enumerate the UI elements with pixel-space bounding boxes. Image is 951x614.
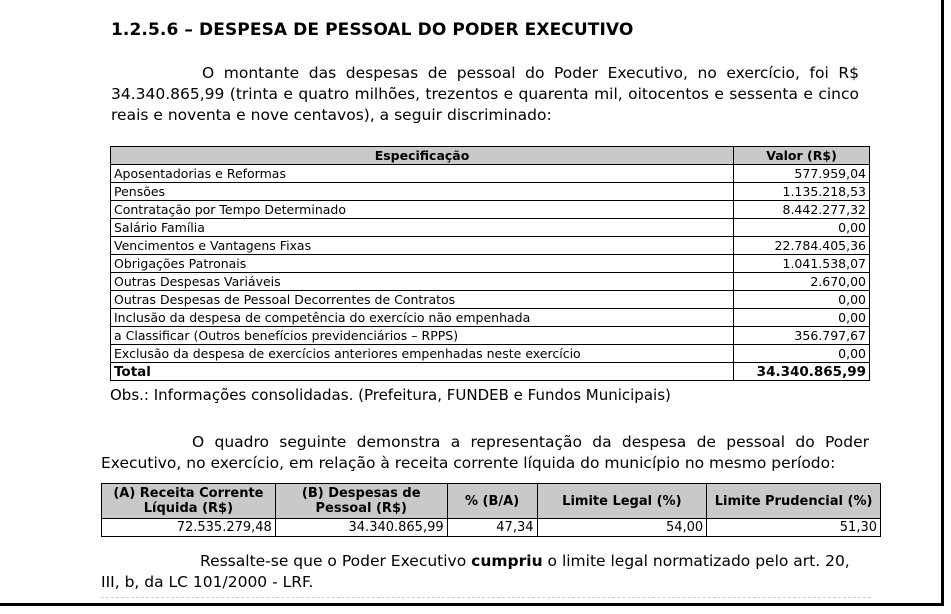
row-label: Outras Despesas de Pessoal Decorrentes de Contratos [111,291,734,309]
row-label: Inclusão da despesa de competência do exercício não empenhada [111,309,734,327]
expense-table-header [111,147,870,165]
ratio-paragraph [101,432,869,474]
ratio-line-2: Executivo, no exercício, em relação à receita corrente líquida do município no mesmo período: [101,454,836,472]
row-value: 1.135.218,53 [734,183,870,201]
header-rcl: (A) Receita Corrente Líquida (R$) [102,484,276,519]
total-value: 34.340.865,99 [734,363,870,381]
row-label: Outras Despesas Variáveis [111,273,734,291]
compliance-paragraph [101,551,857,593]
ratio-line-1: O quadro seguinte demonstra a representação da despesa de pessoal do Poder [192,433,869,451]
rcl-value: 72.535.279,48 [102,519,276,537]
table-row [111,327,870,345]
compliance-line-2: III, b, da LC 101/2000 - LRF. [101,573,314,591]
total-label: Total [111,363,734,381]
intro-line-3: reais e noventa e nove centavos), a seguir discriminado: [111,106,552,124]
expense-table [110,146,870,381]
row-value: 8.442.277,32 [734,201,870,219]
row-label: Aposentadorias e Reformas [111,165,734,183]
table-row [111,201,870,219]
table-row [111,255,870,273]
compliance-text-end: o limite legal normatizado pelo art. 20, [542,552,850,570]
prudential-limit-value: 51,30 [707,519,881,537]
row-label: Pensões [111,183,734,201]
row-label: Contratação por Tempo Determinado [111,201,734,219]
percent-value: 47,34 [447,519,537,537]
table-row [111,237,870,255]
row-label: a Classificar (Outros benefícios previdenciários – RPPS) [111,327,734,345]
row-label: Salário Família [111,219,734,237]
header-legal-limit: Limite Legal (%) [537,484,707,519]
row-value: 1.041.538,07 [734,255,870,273]
table-row [111,219,870,237]
row-label: Obrigações Patronais [111,255,734,273]
limit-table [101,483,881,537]
total-row [111,363,870,381]
table-row [111,309,870,327]
table-row [111,165,870,183]
compliance-text-start: Ressalte-se que o Poder Executivo [200,552,472,570]
intro-line-1: O montante das despesas de pessoal do Poder Executivo, no exercício, foi R$ [202,64,859,82]
row-value: 22.784.405,36 [734,237,870,255]
intro-line-2: 34.340.865,99 (trinta e quatro milhões, trezentos e quarenta mil, oitocentos e sessenta e cinco [111,85,859,103]
row-value: 356.797,67 [734,327,870,345]
row-value: 2.670,00 [734,273,870,291]
section-title: 1.2.5.6 – DESPESA DE PESSOAL DO PODER EXECUTIVO [111,20,634,40]
cut-off-text-line [101,597,871,604]
compliance-line-1 [101,551,857,572]
header-specification: Especificação [111,147,734,165]
row-value: 0,00 [734,291,870,309]
header-personnel-expense: (B) Despesas de Pessoal (R$) [275,484,447,519]
row-value: 0,00 [734,219,870,237]
header-percent: % (B/A) [447,484,537,519]
table-row [102,519,881,537]
limit-table-header [102,484,881,519]
row-label: Exclusão da despesa de exercícios anteriores empenhadas neste exercício [111,345,734,363]
personnel-expense-value: 34.340.865,99 [275,519,447,537]
row-value: 577.959,04 [734,165,870,183]
table-row [111,345,870,363]
row-label: Vencimentos e Vantagens Fixas [111,237,734,255]
table-note: Obs.: Informações consolidadas. (Prefeitura, FUNDEB e Fundos Municipais) [110,386,671,404]
legal-limit-value: 54,00 [537,519,707,537]
header-prudential-limit: Limite Prudencial (%) [707,484,881,519]
row-value: 0,00 [734,345,870,363]
intro-paragraph [111,63,859,126]
header-value: Valor (R$) [734,147,870,165]
row-value: 0,00 [734,309,870,327]
table-row [111,273,870,291]
table-row [111,183,870,201]
compliance-emphasis: cumpriu [471,552,543,570]
table-row [111,291,870,309]
